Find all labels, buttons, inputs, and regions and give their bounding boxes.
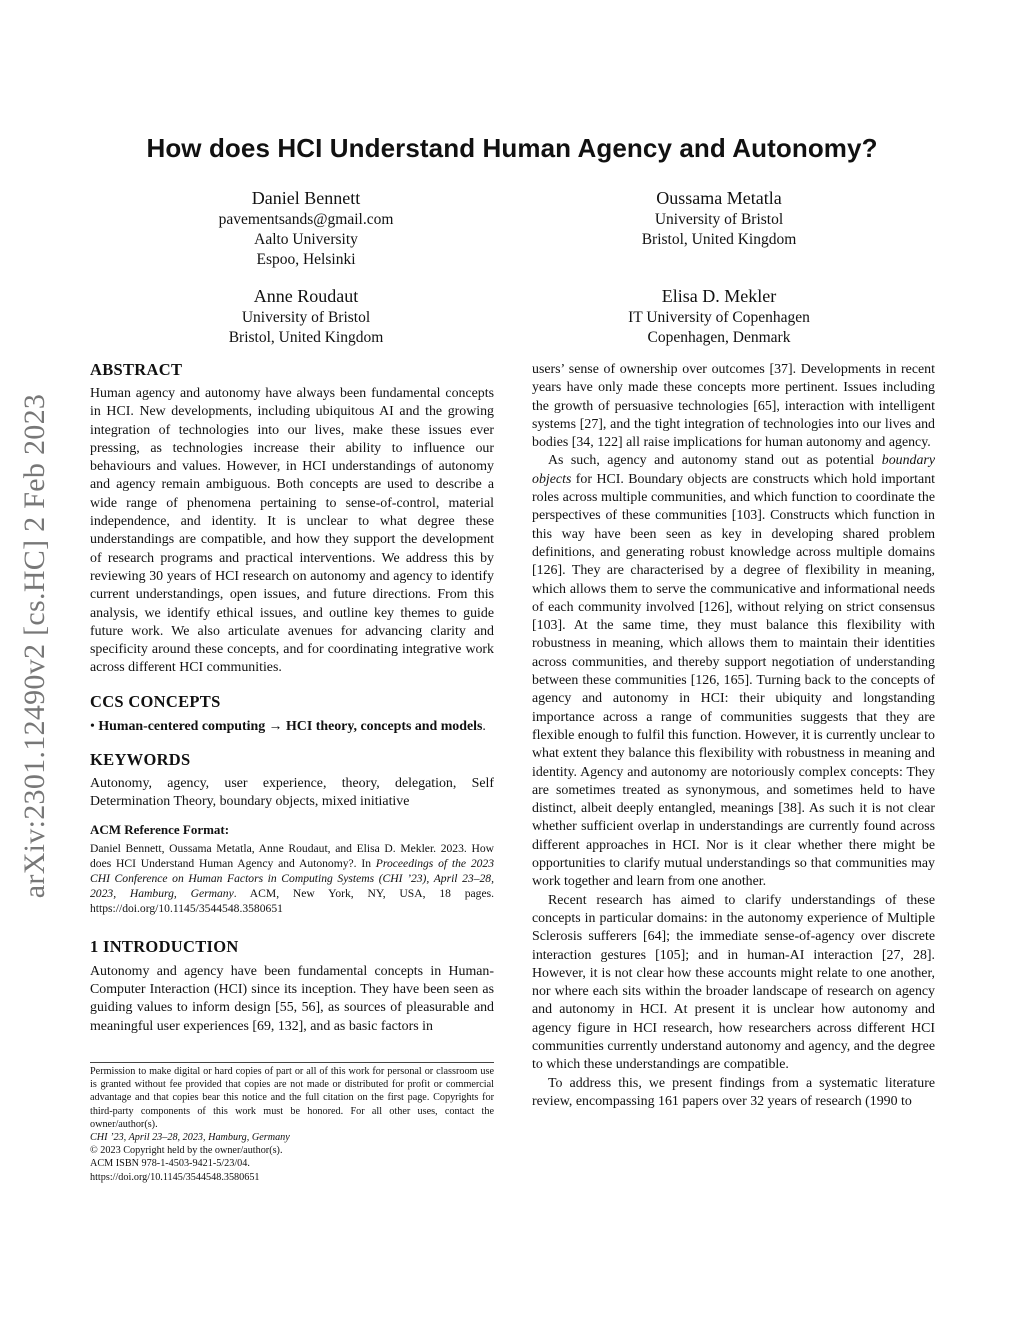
- author-affiliation: University of Bristol: [241, 309, 371, 326]
- keywords-heading: KEYWORDS: [90, 750, 191, 770]
- author-affiliation: University of Bristol: [654, 211, 784, 228]
- body-paragraph: Recent research has aimed to clarify understandings of these concepts in particular domains: in the autonomy experience of Multiple Sclerosis sufferers [64]; the immediate sense-of-agency over discrete interaction gestures [105]; and in human-AI interaction [27, 28]. However, it is not clear how these accounts might relate to one another, nor where each sits within the broader landscape of research on agency and autonomy in HCI. At present it is unclear how autonomy and agency figure in HCI research, how researchers across different HCI communities currently understand autonomy and agency, and the degree to which these understandings are compatible.: [532, 892, 935, 1073]
- author-affiliation: IT University of Copenhagen: [628, 309, 810, 326]
- body-paragraph: To address this, we present findings from a systematic literature review, encompassing 161 papers over 32 years of research (1990 to: [532, 1075, 935, 1109]
- reference-authors: Daniel Bennett, Oussama Metatla, Anne Roudaut, and Elisa D. Mekler. 2023. How does HCI Understand Human Agency and Autonomy?. In: [90, 841, 494, 870]
- author-name: Elisa D. Mekler: [661, 286, 777, 306]
- emphasis-term: boundary objects: [532, 453, 935, 487]
- author-name: Oussama Metatla: [656, 188, 782, 208]
- ccs-concepts: [90, 718, 494, 736]
- reference-publisher: . ACM, New York, NY, USA, 18 pages. https://doi.org/10.1145/3544548.3580651: [90, 887, 494, 916]
- author-name: Daniel Bennett: [251, 188, 361, 208]
- doi-link[interactable]: https://doi.org/10.1145/3544548.3580651: [90, 1171, 260, 1183]
- footnote-divider: [90, 1062, 494, 1063]
- reference-format-heading: ACM Reference Format:: [90, 821, 230, 837]
- keywords-text: Autonomy, agency, user experience, theory, delegation, Self Determination Theory, boundary objects, mixed initiative: [90, 776, 494, 810]
- paragraph-rest: for HCI. Boundary objects are constructs which hold important roles across multiple communities, and which function to coordinate the perspectives of these communities [103]. Constructs which function in this way have been seen as key in developing shared problem definitions, and generating robust knowledge across multiple domains [126]. They are characterised by a degree of flexibility in meaning, which allows them to serve the communicative and informational needs of each community involved [126], without relying on strict consensus [103]. At the same time, they must balance this flexibility with robustness in meaning, which allows them to maintain their identities across communities, and thereby support negotiation of understanding between these communities [126, 165]. Turning back to the concepts of agency and autonomy in HCI: their ubiquity and longstanding importance across a range of communities suggests that they are flexible enough to fulfil this function. However, it is currently unclear to what extent they balance this flexibility with robustness in meaning and identity. Agency and autonomy are notoriously complex concepts: They are sometimes treated as synonymous, and sometimes held to have distinct, albeit deeply entangled, meanings [38]. As such it is not clear whether sufficient overlap in understandings are currently found across different approaches in HCI. Nor is it clear whether there might be opportunities to clarify mutual understandings so that communities may work together and learn from one another.: [532, 471, 935, 890]
- permission-notice: Permission to make digital or hard copies of part or all of this work for personal or classroom use is granted without fee provided that copies are not made or distributed for profit or commercial advantage and that copies bear this notice and the full citation on the first page. Copyrights for third-party components of this work must be honored. For all other uses, contact the owner/author(s).: [90, 1066, 494, 1130]
- author-block: [116, 186, 496, 270]
- venue-text: CHI ’23, April 23–28, 2023, Hamburg, Germany: [90, 1132, 290, 1144]
- introduction-text: Autonomy and agency have been fundamental concepts in Human-Computer Interaction (HCI) since its inception. They have been seen as guiding values to inform design [55, 56], as sources of pleasurable and meaningful user experiences [69, 132], and as basic factors in: [90, 963, 494, 1034]
- ccs-heading: CCS CONCEPTS: [90, 691, 221, 711]
- ccs-bullet: •: [90, 718, 95, 734]
- body-paragraph: [532, 452, 935, 891]
- reference-format: [90, 821, 494, 917]
- author-block: [529, 186, 909, 250]
- left-column: [90, 360, 494, 1036]
- author-email: pavementsands@gmail.com: [218, 211, 394, 228]
- author-affiliation: Aalto University: [254, 231, 358, 248]
- venue-note: [90, 1131, 494, 1144]
- author-block: [116, 284, 496, 348]
- reference-proceedings: Proceedings of the 2023 CHI Conference on Human Factors in Computing Systems (CHI ’23), April 23–28, 2023, Hamburg, Germany: [90, 856, 495, 901]
- paragraph-start: As such, agency and autonomy stand out as potential: [548, 453, 882, 469]
- author-name: Anne Roudaut: [253, 286, 359, 306]
- author-location: Bristol, United Kingdom: [228, 329, 384, 346]
- author-location: Espoo, Helsinki: [256, 251, 356, 268]
- footnote: [90, 1065, 494, 1184]
- author-block: [529, 284, 909, 348]
- author-location: Bristol, United Kingdom: [641, 231, 797, 248]
- paper-title: How does HCI Understand Human Agency and Autonomy?: [146, 133, 878, 163]
- body-paragraph: users’ sense of ownership over outcomes [37]. Developments in recent years have only made these concepts more pertinent. Issues including the growth of persuasive technologies [65], interaction with intelligent systems [27], and the tight integration of technologies into our lives and bodies [34, 122] all raise implications for human autonomy and agency.: [532, 362, 935, 451]
- isbn-note: ACM ISBN 978-1-4503-9421-5/23/04.: [90, 1158, 250, 1170]
- abstract-text: Human agency and autonomy have always been fundamental concepts in HCI. New developments, including ubiquitous AI and the growing integration of technologies into our lives, make these issues ever pressing, as technologies increase their ability to influence our behaviours and values. However, in HCI understandings of autonomy and agency remain ambiguous. Both concepts are used to describe a wide range of phenomena pertaining to sense-of-control, material independence, and identity. It is unclear to what degree these understandings are compatible, and how they support the development of research programs and practical interventions. We address this by reviewing 30 years of HCI research on autonomy and agency to identify current understandings, open issues, and future directions. From this analysis, we identify ethical issues, and outline key themes to guide future work. We also articulate avenues for advancing clarity and specificity around these concepts, and for coordinating integrative work across different HCI communities.: [90, 386, 494, 676]
- abstract-heading: ABSTRACT: [90, 360, 183, 379]
- ccs-end: .: [482, 718, 486, 734]
- arxiv-identifier: arXiv:2301.12490v2 [cs.HC] 2 Feb 2023: [18, 393, 51, 899]
- author-location: Copenhagen, Denmark: [647, 329, 791, 346]
- copyright-note: © 2023 Copyright held by the owner/author(s).: [90, 1145, 283, 1157]
- introduction-heading: 1 INTRODUCTION: [90, 936, 239, 956]
- right-column: [532, 361, 935, 1111]
- ccs-concept-path: Human-centered computing → HCI theory, concepts and models: [98, 718, 483, 734]
- reference-format-text: [90, 841, 494, 917]
